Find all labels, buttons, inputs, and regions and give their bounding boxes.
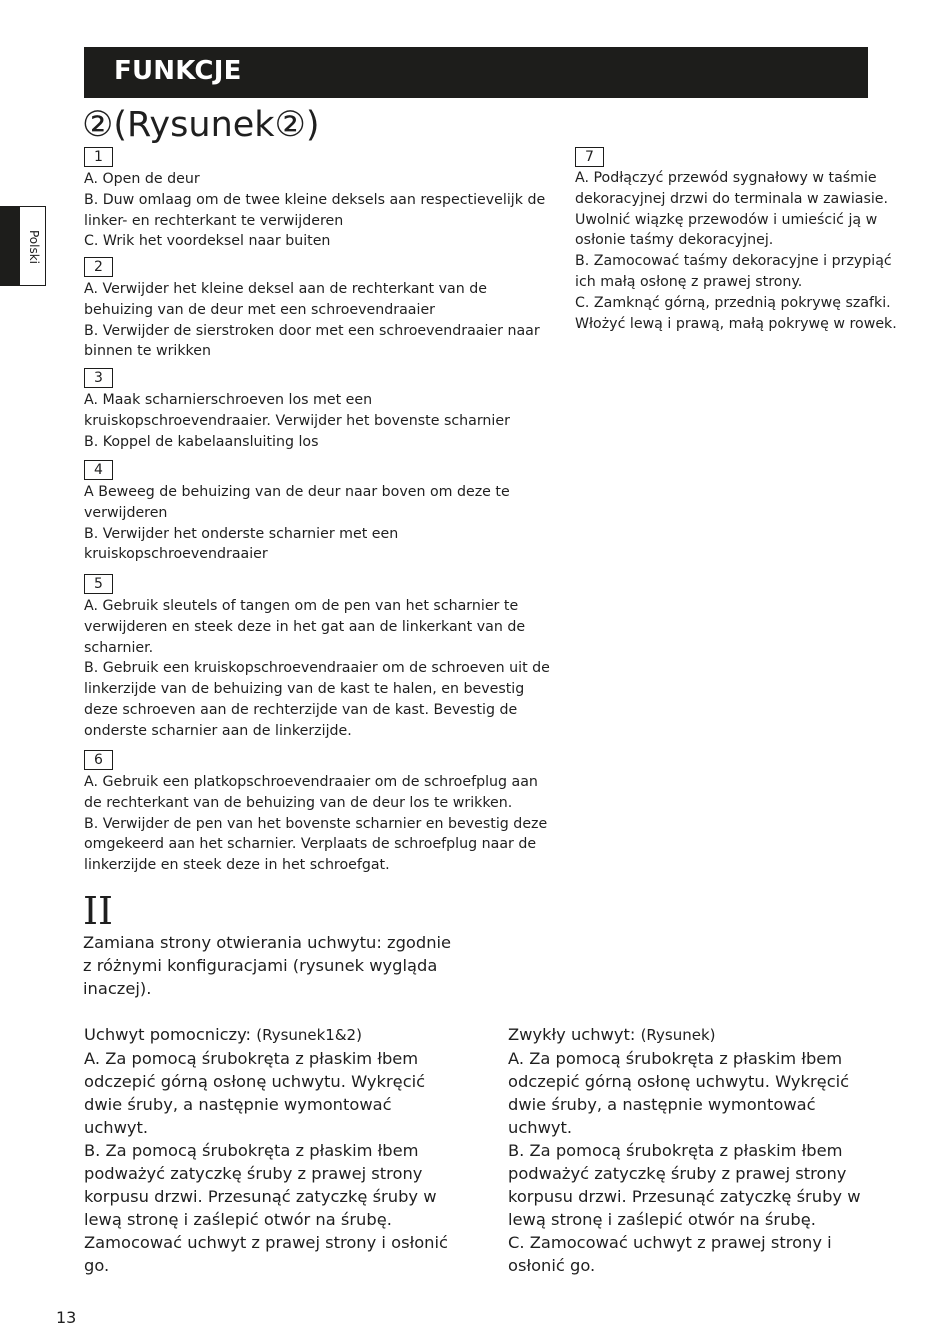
step-line: B. Zamocować taśmy dekoracyjne i przypiąć ich małą osłonę z prawej strony.: [575, 253, 892, 290]
step-line: A. Maak scharnierschroeven los met een kruiskopschroevendraaier. Verwijder het bovenste scharnier: [84, 392, 510, 429]
step-line: B. Duw omlaag om de twee kleine deksels aan respectievelijk de linker- en rechterkant te verwijderen: [84, 191, 546, 229]
step-line: A Beweeg de behuizing van de deur naar boven om deze te verwijderen: [84, 484, 510, 521]
step-line: A. Open de deur: [84, 171, 200, 187]
step-number-box: 5: [84, 574, 113, 594]
handle-figure-ref: (Rysunek): [640, 1026, 716, 1044]
step-block-1: [84, 146, 554, 252]
step-text: [84, 482, 554, 565]
section-header-bar: [84, 47, 868, 98]
figure-heading: ②(Rysunek②): [82, 105, 320, 145]
section-header-title: FUNKCJE: [114, 56, 242, 86]
page-number: 13: [56, 1308, 77, 1327]
step-number-box: 7: [575, 147, 604, 167]
step-block-5: [84, 573, 554, 742]
handle-title-label: Uchwyt pomocniczy:: [84, 1025, 252, 1044]
step-line: B. Verwijder de sierstroken door met een schroevendraaier naar binnen te wrikken: [84, 322, 540, 360]
handle-step: A. Za pomocą śrubokręta z płaskim łbem odczepić górną osłonę uchwytu. Wykręcić dwie śruby, a następnie wymontować uchwyt.: [508, 1049, 850, 1137]
step-line: B. Gebruik een kruiskopschroevendraaier om de schroeven uit de linkerzijde van de behuizing van de kast te halen, en bevestig deze schroeven aan de rechterzijde van de kast. Bevestig de onderste scharnier aan de linkerzijde.: [84, 660, 550, 739]
handle-title: [508, 1023, 868, 1047]
step-line: A. Gebruik sleutels of tangen om de pen van het scharnier te verwijderen en steek deze in het gat aan de linkerkant van de scharnier.: [84, 598, 526, 656]
step-block-2: [84, 256, 554, 362]
step-text: [84, 772, 554, 876]
step-number-box: 2: [84, 257, 113, 277]
handle-step: A. Za pomocą śrubokręta z płaskim łbem odczepić górną osłonę uchwytu. Wykręcić dwie śruby, a następnie wymontować uchwyt.: [84, 1049, 426, 1137]
section-intro: Zamiana strony otwierania uchwytu: zgodnie z różnymi konfiguracjami (rysunek wygląda inaczej).: [83, 933, 452, 998]
handle-title: [84, 1023, 456, 1047]
step-line: A. Verwijder het kleine deksel aan de rechterkant van de behuizing van de deur met een schroevendraaier: [84, 281, 487, 318]
step-block-4: [84, 459, 554, 565]
language-tab-label: Polski: [27, 229, 41, 265]
step-line: B. Verwijder de pen van het bovenste scharnier en bevestig deze omgekeerd aan het scharnier. Verplaats de schroefplug naar de linkerzijde en steek deze in het schroefgat.: [84, 815, 548, 874]
side-tab-bar: [1, 207, 20, 285]
step-text: [84, 596, 554, 742]
step-text: [575, 168, 905, 334]
step-line: A. Gebruik een platkopschroevendraaier om de schroefplug aan de rechterkant van de behuizing van de deur los te wrikken.: [84, 774, 538, 811]
standard-handle-section: [508, 1023, 868, 1277]
handle-figure-ref: (Rysunek1&2): [256, 1026, 362, 1044]
step-line: A. Podłączyć przewód sygnałowy w taśmie dekoracyjnej drzwi do terminala w zawiasie. Uwolnić wiązkę przewodów i umieścić ją w osłonie taśmy dekoracyjnej.: [575, 170, 889, 249]
step-number-box: 3: [84, 368, 113, 388]
handle-step: C. Zamocować uchwyt z prawej strony i osłonić go.: [508, 1233, 832, 1275]
section-numeral: II: [83, 889, 114, 933]
step-block-6: [84, 749, 554, 876]
handle-title-label: Zwykły uchwyt:: [508, 1025, 636, 1044]
step-number-box: 4: [84, 460, 113, 480]
step-block-3: [84, 367, 554, 452]
step-line: B. Koppel de kabelaansluiting los: [84, 433, 319, 450]
auxiliary-handle-section: [84, 1023, 456, 1277]
handle-step: B. Za pomocą śrubokręta z płaskim łbem podważyć zatyczkę śruby z prawej strony korpusu drzwi. Przesunąć zatyczkę śruby w lewą stronę i zaślepić otwór na śrubę. Zamocować uchwyt z prawej strony i osłonić go.: [84, 1141, 448, 1275]
step-line: C. Wrik het voordeksel naar buiten: [84, 233, 331, 250]
step-line: B. Verwijder het onderste scharnier met een kruiskopschroevendraaier: [84, 525, 399, 563]
step-number-box: 1: [84, 147, 113, 167]
language-side-tab: [0, 206, 46, 286]
step-text: [84, 390, 554, 452]
step-number-box: 6: [84, 750, 113, 770]
step-text: [84, 279, 554, 362]
step-block-7: [575, 146, 905, 334]
handle-step: B. Za pomocą śrubokręta z płaskim łbem podważyć zatyczkę śruby z prawej strony korpusu drzwi. Przesunąć zatyczkę śruby w lewą stronę i zaślepić otwór na śrubę.: [508, 1141, 861, 1229]
step-line: C. Zamknąć górną, przednią pokrywę szafki. Włożyć lewą i prawą, małą pokrywę w rowek.: [575, 294, 897, 332]
step-text: [84, 169, 554, 252]
